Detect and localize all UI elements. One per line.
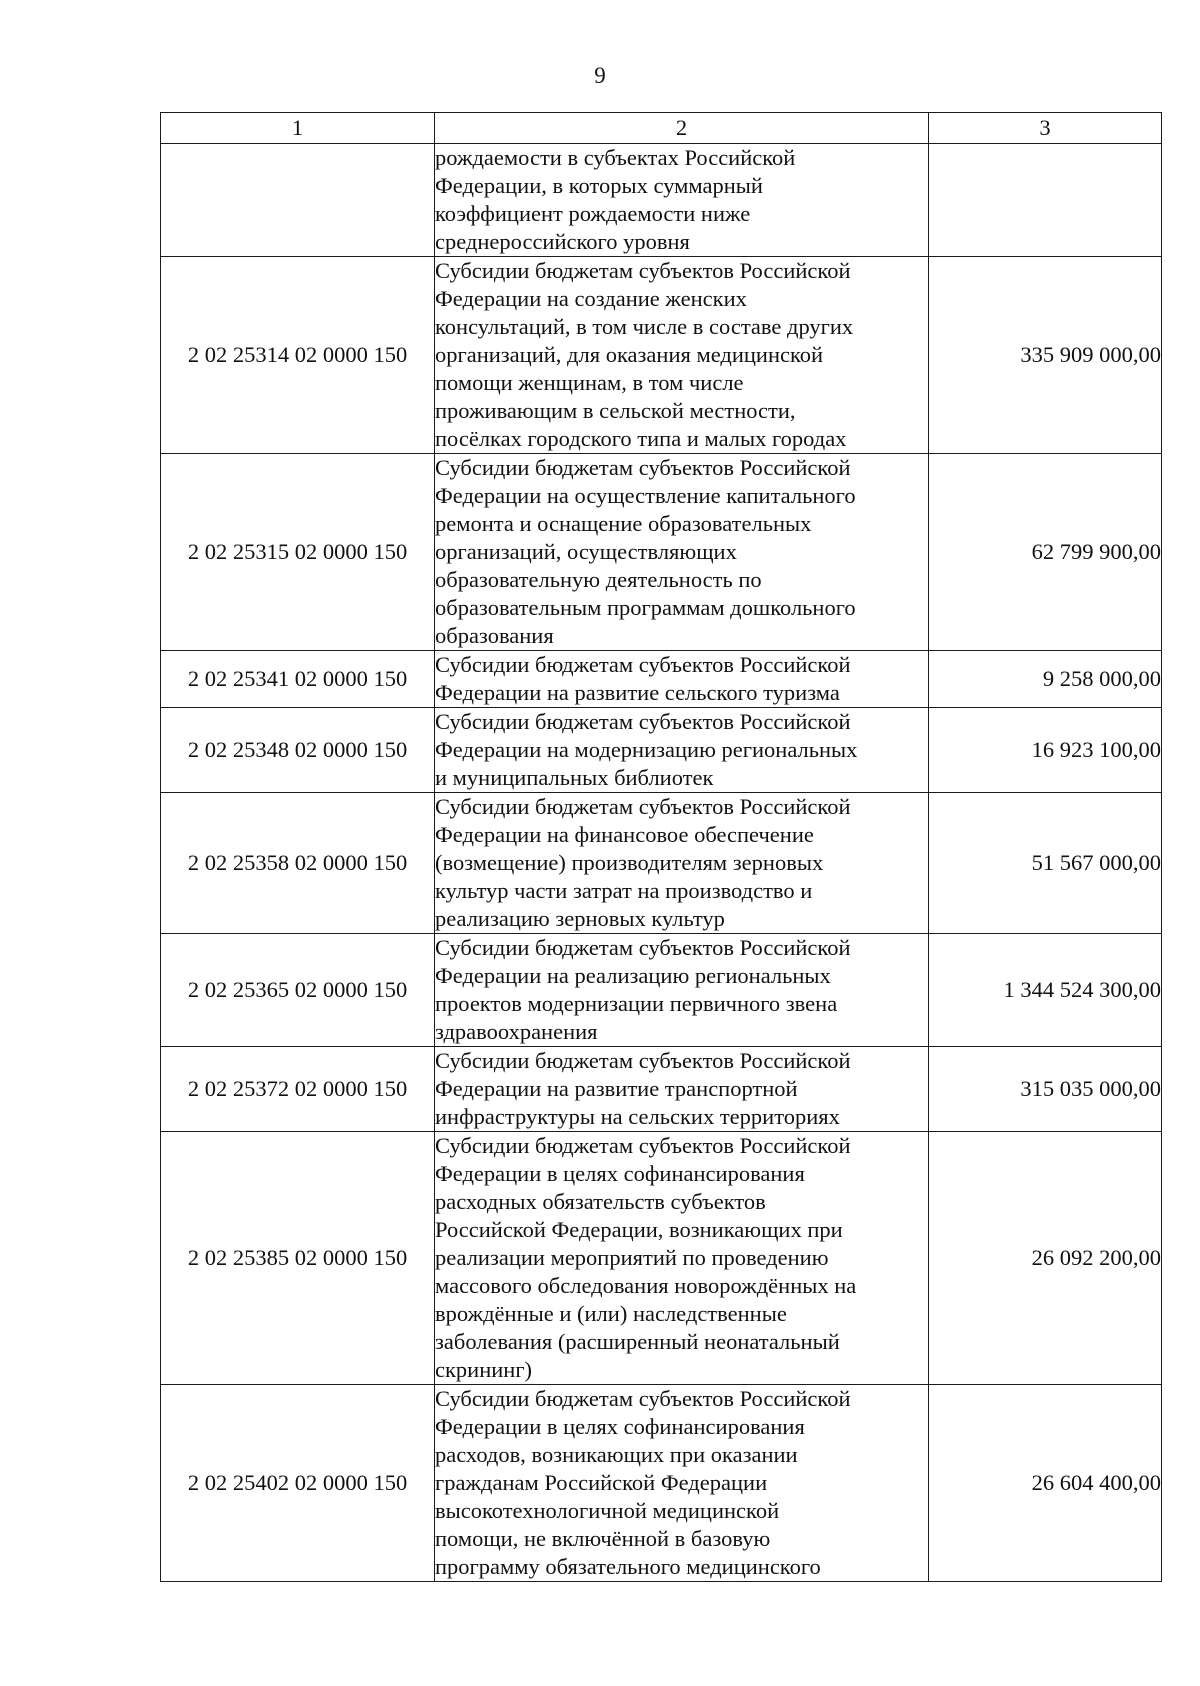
description-cell xyxy=(435,934,929,1047)
amount-cell: 62 799 900,00 xyxy=(929,454,1162,651)
table-row xyxy=(161,651,1162,708)
description-line: Субсидии бюджетам субъектов Российской xyxy=(435,258,851,283)
amount-cell: 335 909 000,00 xyxy=(929,257,1162,454)
amount-cell: 26 092 200,00 xyxy=(929,1132,1162,1385)
description-line: помощи женщинам, в том числе xyxy=(435,370,744,395)
description-line: реализации мероприятий по проведению xyxy=(435,1245,829,1270)
description-line: рождаемости в субъектах Российской xyxy=(435,145,796,170)
description-cell xyxy=(435,257,929,454)
description-line: гражданам Российской Федерации xyxy=(435,1470,768,1495)
column-header-1: 1 xyxy=(161,113,435,144)
column-header-3: 3 xyxy=(929,113,1162,144)
description-line: Федерации на финансовое обеспечение xyxy=(435,822,814,847)
description-line: (возмещение) производителям зерновых xyxy=(435,850,824,875)
table-row xyxy=(161,144,1162,257)
description-line: Федерации на развитие сельского туризма xyxy=(435,680,840,705)
budget-code-cell: 2 02 25314 02 0000 150 xyxy=(161,257,435,454)
description-line: Федерации на реализацию региональных xyxy=(435,963,831,988)
budget-code-cell: 2 02 25348 02 0000 150 xyxy=(161,708,435,793)
description-line: и муниципальных библиотек xyxy=(435,765,714,790)
page-number: 9 xyxy=(594,63,606,88)
description-line: Субсидии бюджетам субъектов Российской xyxy=(435,1048,851,1073)
description-line: образовательную деятельность по xyxy=(435,567,762,592)
description-line: Субсидии бюджетам субъектов Российской xyxy=(435,455,851,480)
description-line: инфраструктуры на сельских территориях xyxy=(435,1104,840,1129)
description-line: Субсидии бюджетам субъектов Российской xyxy=(435,1133,851,1158)
description-line: организаций, для оказания медицинской xyxy=(435,342,824,367)
description-line: высокотехнологичной медицинской xyxy=(435,1498,780,1523)
description-cell xyxy=(435,793,929,934)
description-line: Федерации на развитие транспортной xyxy=(435,1076,798,1101)
description-line: массового обследования новорождённых на xyxy=(435,1273,857,1298)
description-line: Российской Федерации, возникающих при xyxy=(435,1217,843,1242)
description-line: расходов, возникающих при оказании xyxy=(435,1442,798,1467)
description-cell xyxy=(435,651,929,708)
description-line: Субсидии бюджетам субъектов Российской xyxy=(435,652,851,677)
description-line: Федерации в целях софинансирования xyxy=(435,1414,805,1439)
budget-code-cell: 2 02 25385 02 0000 150 xyxy=(161,1132,435,1385)
description-line: Федерации в целях софинансирования xyxy=(435,1161,805,1186)
amount-cell xyxy=(929,144,1162,257)
budget-code-cell: 2 02 25315 02 0000 150 xyxy=(161,454,435,651)
table-row xyxy=(161,793,1162,934)
description-line: Субсидии бюджетам субъектов Российской xyxy=(435,1386,851,1411)
description-line: образовательным программам дошкольного xyxy=(435,595,856,620)
description-cell xyxy=(435,1047,929,1132)
description-line: скрининг) xyxy=(435,1357,533,1382)
amount-cell: 16 923 100,00 xyxy=(929,708,1162,793)
amount-cell: 26 604 400,00 xyxy=(929,1385,1162,1582)
description-line: Федерации, в которых суммарный xyxy=(435,173,763,198)
table-row xyxy=(161,257,1162,454)
description-line: Субсидии бюджетам субъектов Российской xyxy=(435,794,851,819)
header-row xyxy=(161,113,1162,144)
table-row xyxy=(161,934,1162,1047)
amount-cell: 9 258 000,00 xyxy=(929,651,1162,708)
description-line: здравоохранения xyxy=(435,1019,598,1044)
description-line: Субсидии бюджетам субъектов Российской xyxy=(435,935,851,960)
description-line: заболевания (расширенный неонатальный xyxy=(435,1329,840,1354)
table-body xyxy=(161,144,1162,1582)
table-row xyxy=(161,708,1162,793)
description-line: расходных обязательств субъектов xyxy=(435,1189,766,1214)
budget-code-cell: 2 02 25402 02 0000 150 xyxy=(161,1385,435,1582)
column-header-2: 2 xyxy=(435,113,929,144)
description-line: среднероссийского уровня xyxy=(435,229,690,254)
description-cell xyxy=(435,144,929,257)
description-line: Субсидии бюджетам субъектов Российской xyxy=(435,709,851,734)
budget-table xyxy=(160,112,1162,1582)
budget-code-cell: 2 02 25365 02 0000 150 xyxy=(161,934,435,1047)
description-line: посёлках городского типа и малых городах xyxy=(435,426,847,451)
description-cell xyxy=(435,454,929,651)
description-line: организаций, осуществляющих xyxy=(435,539,737,564)
budget-code-cell: 2 02 25372 02 0000 150 xyxy=(161,1047,435,1132)
description-line: коэффициент рождаемости ниже xyxy=(435,201,751,226)
description-line: Федерации на модернизацию региональных xyxy=(435,737,858,762)
description-line: консультаций, в том числе в составе других xyxy=(435,314,854,339)
description-line: образования xyxy=(435,623,554,648)
description-line: врождённые и (или) наследственные xyxy=(435,1301,787,1326)
description-line: помощи, не включённой в базовую xyxy=(435,1526,771,1551)
description-line: ремонта и оснащение образовательных xyxy=(435,511,812,536)
description-line: проектов модернизации первичного звена xyxy=(435,991,838,1016)
amount-cell: 51 567 000,00 xyxy=(929,793,1162,934)
budget-code-cell: 2 02 25358 02 0000 150 xyxy=(161,793,435,934)
amount-cell: 315 035 000,00 xyxy=(929,1047,1162,1132)
budget-code-cell: 2 02 25341 02 0000 150 xyxy=(161,651,435,708)
description-line: культур части затрат на производство и xyxy=(435,878,813,903)
description-line: проживающим в сельской местности, xyxy=(435,398,796,423)
table-row xyxy=(161,1385,1162,1582)
description-line: программу обязательного медицинского xyxy=(435,1554,821,1579)
description-line: реализацию зерновых культур xyxy=(435,906,725,931)
table-row xyxy=(161,454,1162,651)
description-cell xyxy=(435,1132,929,1385)
description-line: Федерации на осуществление капитального xyxy=(435,483,856,508)
table-row xyxy=(161,1047,1162,1132)
description-cell xyxy=(435,708,929,793)
budget-code-cell xyxy=(161,144,435,257)
description-cell xyxy=(435,1385,929,1582)
description-line: Федерации на создание женских xyxy=(435,286,747,311)
amount-cell: 1 344 524 300,00 xyxy=(929,934,1162,1047)
table-row xyxy=(161,1132,1162,1385)
